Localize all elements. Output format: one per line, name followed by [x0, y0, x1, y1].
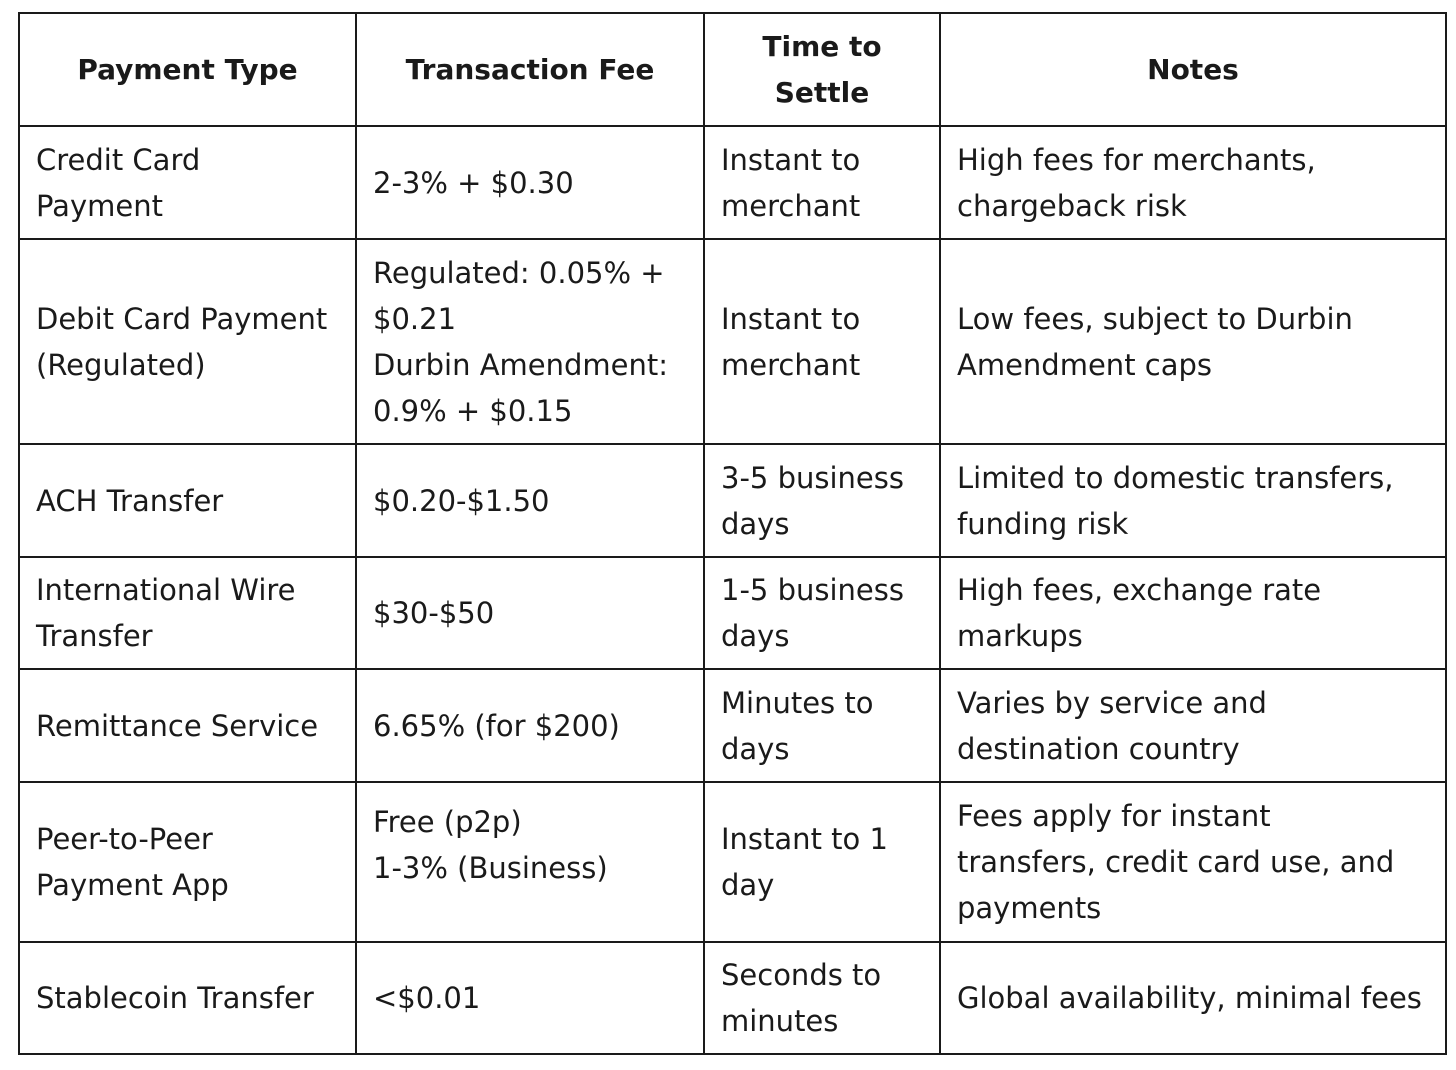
header-time-to-settle: Time to Settle [704, 13, 940, 126]
table-row [19, 239, 1446, 444]
cell-payment-type: Peer-to-Peer Payment App [19, 782, 356, 942]
cell-transaction-fee: $30-$50 [356, 557, 704, 669]
table-row [19, 942, 1446, 1054]
cell-time-to-settle: 3-5 business days [704, 444, 940, 557]
cell-notes: Varies by service and destination country [940, 669, 1446, 782]
cell-transaction-fee: 6.65% (for $200) [356, 669, 704, 782]
table-row [19, 782, 1446, 942]
cell-transaction-fee: Free (p2p) 1-3% (Business) [356, 782, 704, 942]
cell-transaction-fee: <$0.01 [356, 942, 704, 1054]
header-payment-type: Payment Type [19, 13, 356, 126]
table-row [19, 669, 1446, 782]
cell-time-to-settle: Instant to 1 day [704, 782, 940, 942]
cell-payment-type: Stablecoin Transfer [19, 942, 356, 1054]
cell-time-to-settle: Minutes to days [704, 669, 940, 782]
cell-time-to-settle: 1-5 business days [704, 557, 940, 669]
cell-notes: Limited to domestic transfers, funding risk [940, 444, 1446, 557]
cell-notes: High fees for merchants, chargeback risk [940, 126, 1446, 239]
cell-notes: High fees, exchange rate markups [940, 557, 1446, 669]
cell-payment-type: Credit Card Payment [19, 126, 356, 239]
table-row [19, 557, 1446, 669]
cell-notes: Global availability, minimal fees [940, 942, 1446, 1054]
cell-payment-type: Remittance Service [19, 669, 356, 782]
cell-time-to-settle: Instant to merchant [704, 126, 940, 239]
cell-transaction-fee: $0.20-$1.50 [356, 444, 704, 557]
table-header-row [19, 13, 1446, 126]
header-transaction-fee: Transaction Fee [356, 13, 704, 126]
cell-time-to-settle: Seconds to minutes [704, 942, 940, 1054]
cell-notes: Fees apply for instant transfers, credit card use, and payments [940, 782, 1446, 942]
cell-transaction-fee: Regulated: 0.05% + $0.21 Durbin Amendment: 0.9% + $0.15 [356, 239, 704, 444]
table-row [19, 126, 1446, 239]
table-row [19, 444, 1446, 557]
cell-payment-type: International Wire Transfer [19, 557, 356, 669]
cell-notes: Low fees, subject to Durbin Amendment caps [940, 239, 1446, 444]
header-notes: Notes [940, 13, 1446, 126]
payment-comparison-table [18, 12, 1447, 1055]
cell-time-to-settle: Instant to merchant [704, 239, 940, 444]
cell-transaction-fee: 2-3% + $0.30 [356, 126, 704, 239]
cell-payment-type: Debit Card Payment (Regulated) [19, 239, 356, 444]
cell-payment-type: ACH Transfer [19, 444, 356, 557]
